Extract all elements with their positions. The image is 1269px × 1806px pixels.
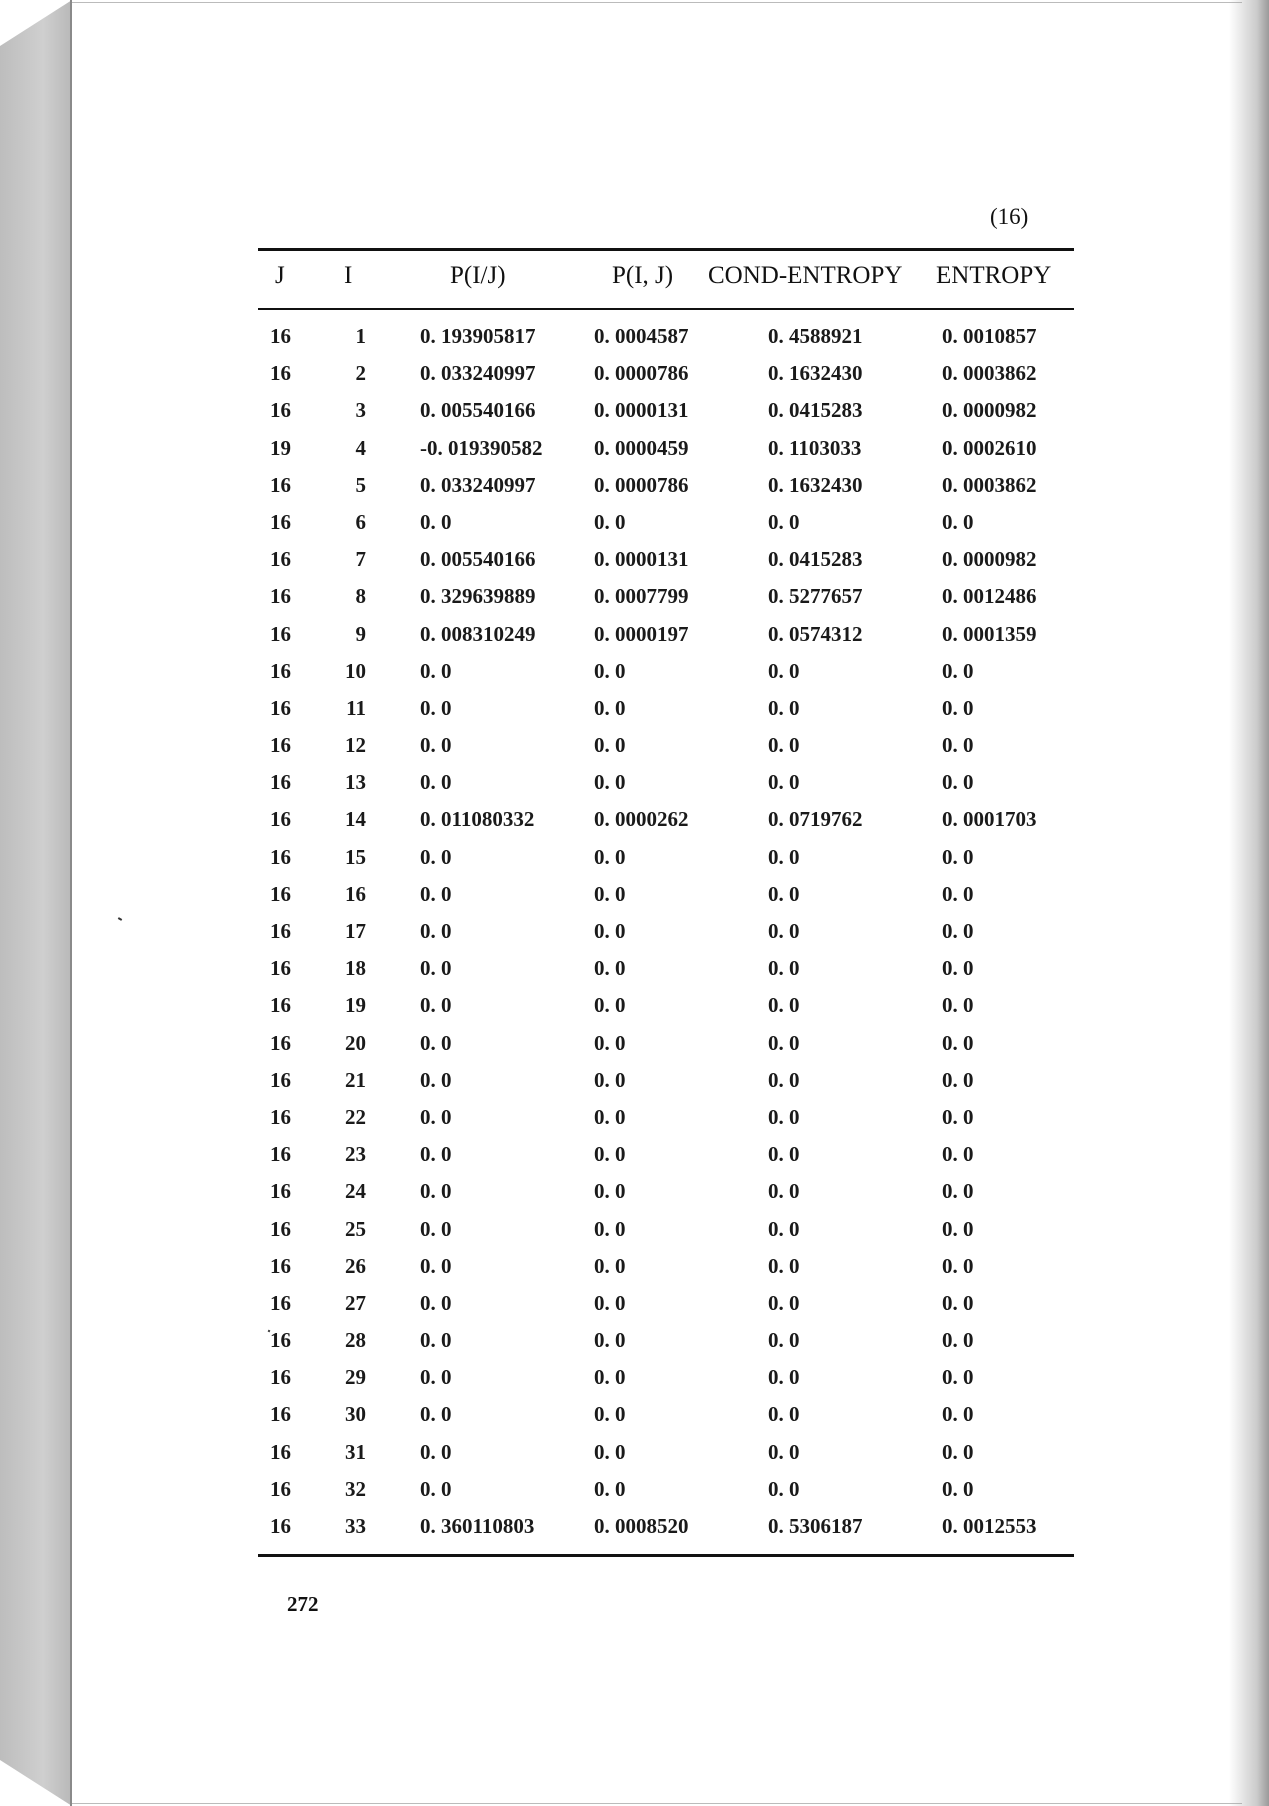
cell-p-i-j: 0. 0 <box>594 1290 626 1315</box>
header-entropy: ENTROPY <box>936 262 1052 289</box>
cell-cond-entropy: 0. 0 <box>768 1030 800 1055</box>
cell-p-i-j: 0. 0 <box>594 1402 626 1427</box>
cell-p-i-j: 0. 0 <box>594 1104 626 1129</box>
table-row <box>0 1365 1269 1402</box>
table-row <box>0 398 1269 435</box>
header-cond-entropy: COND-ENTROPY <box>708 262 903 289</box>
cell-cond-entropy: 0. 0 <box>768 1142 800 1167</box>
cell-j: 16 <box>270 324 291 348</box>
table-row <box>0 324 1269 361</box>
cell-entropy: 0. 0 <box>942 956 974 981</box>
cell-cond-entropy: 0. 0 <box>768 993 800 1018</box>
cell-j: 16 <box>270 733 291 758</box>
table-number-label: (16) <box>990 204 1029 229</box>
cell-entropy: 0. 0 <box>942 993 974 1018</box>
cell-j: 16 <box>270 919 291 943</box>
cell-i: 17 <box>345 919 366 943</box>
table-row <box>0 1217 1269 1254</box>
cell-entropy: 0. 0 <box>942 844 974 869</box>
cell-p-i-j: 0. 0 <box>594 770 626 795</box>
cell-i: 27 <box>345 1290 366 1315</box>
cell-entropy: 0. 0 <box>942 1476 974 1501</box>
table-row <box>0 1179 1269 1216</box>
cell-cond-entropy: 0. 0719762 <box>768 807 863 832</box>
cell-j: 16 <box>270 1179 291 1204</box>
cell-p-i-j: 0. 0 <box>594 1030 626 1055</box>
cell-cond-entropy: 0. 0 <box>768 1253 800 1278</box>
cell-cond-entropy: 0. 5306187 <box>768 1514 863 1538</box>
cell-j: 16 <box>270 1030 291 1055</box>
cell-i: 11 <box>346 695 366 720</box>
cell-cond-entropy: 0. 0 <box>768 1476 800 1501</box>
cell-entropy: 0. 0 <box>942 1104 974 1129</box>
cell-entropy: 0. 0003862 <box>942 361 1037 386</box>
cell-p-i-given-j: 0. 0 <box>420 1365 452 1390</box>
cell-cond-entropy: 0. 0574312 <box>768 621 863 646</box>
cell-p-i-given-j: 0. 329639889 <box>420 584 536 609</box>
cell-p-i-j: 0. 0 <box>594 1328 626 1353</box>
table-row <box>0 919 1269 956</box>
table-row <box>0 1068 1269 1105</box>
cell-i: 4 <box>355 435 366 460</box>
cell-cond-entropy: 0. 0 <box>768 844 800 869</box>
cell-p-i-given-j: 0. 0 <box>420 1179 452 1204</box>
cell-j: 16 <box>270 956 291 981</box>
header-j: J <box>275 262 285 289</box>
table-top-rule <box>258 248 1074 251</box>
cell-p-i-given-j: 0. 0 <box>420 1104 452 1129</box>
cell-p-i-j: 0. 0000197 <box>594 621 689 646</box>
cell-p-i-given-j: 0. 005540166 <box>420 547 536 572</box>
cell-entropy: 0. 0 <box>942 1067 974 1092</box>
cell-entropy: 0. 0003862 <box>942 472 1037 497</box>
cell-i: 2 <box>355 361 366 386</box>
cell-p-i-given-j: 0. 0 <box>420 844 452 869</box>
header-p-i-j: P(I, J) <box>612 262 674 289</box>
cell-j: 16 <box>270 1402 291 1427</box>
cell-j: 16 <box>270 1514 291 1538</box>
cell-i: 6 <box>355 509 366 534</box>
cell-entropy: 0. 0 <box>942 919 974 943</box>
cell-cond-entropy: 0. 0 <box>768 770 800 795</box>
cell-p-i-given-j: 0. 0 <box>420 1290 452 1315</box>
cell-entropy: 0. 0 <box>942 1142 974 1167</box>
cell-i: 33 <box>345 1514 366 1538</box>
table-row <box>0 1328 1269 1365</box>
cell-p-i-j: 0. 0 <box>594 1365 626 1390</box>
cell-cond-entropy: 0. 0 <box>768 695 800 720</box>
cell-p-i-j: 0. 0000459 <box>594 435 689 460</box>
cell-i: 31 <box>345 1439 366 1464</box>
cell-p-i-given-j: 0. 0 <box>420 1216 452 1241</box>
table-row <box>0 622 1269 659</box>
cell-entropy: 0. 0 <box>942 1328 974 1353</box>
table-row <box>0 993 1269 1030</box>
cell-i: 30 <box>345 1402 366 1427</box>
cell-j: 16 <box>270 1328 291 1353</box>
cell-p-i-j: 0. 0 <box>594 1179 626 1204</box>
cell-entropy: 0. 0 <box>942 695 974 720</box>
cell-cond-entropy: 0. 0 <box>768 1104 800 1129</box>
cell-entropy: 0. 0 <box>942 1439 974 1464</box>
cell-i: 22 <box>345 1104 366 1129</box>
cell-cond-entropy: 0. 0 <box>768 733 800 758</box>
cell-p-i-given-j: 0. 360110803 <box>420 1514 535 1538</box>
cell-p-i-j: 0. 0008520 <box>594 1514 689 1538</box>
cell-entropy: 0. 0 <box>942 770 974 795</box>
cell-j: 16 <box>270 807 291 832</box>
cell-cond-entropy: 0. 0 <box>768 1290 800 1315</box>
cell-p-i-j: 0. 0 <box>594 919 626 943</box>
cell-j: 16 <box>270 398 291 423</box>
cell-p-i-given-j: 0. 005540166 <box>420 398 536 423</box>
cell-entropy: 0. 0 <box>942 658 974 683</box>
cell-p-i-j: 0. 0 <box>594 956 626 981</box>
cell-p-i-j: 0. 0 <box>594 1142 626 1167</box>
cell-entropy: 0. 0 <box>942 733 974 758</box>
cell-i: 18 <box>345 956 366 981</box>
cell-cond-entropy: 0. 0 <box>768 881 800 906</box>
cell-entropy: 0. 0012486 <box>942 584 1037 609</box>
cell-j: 16 <box>270 881 291 906</box>
cell-p-i-given-j: 0. 033240997 <box>420 472 536 497</box>
cell-j: 16 <box>270 1067 291 1092</box>
cell-i: 19 <box>345 993 366 1018</box>
cell-cond-entropy: 0. 0 <box>768 956 800 981</box>
table-row <box>0 659 1269 696</box>
cell-p-i-j: 0. 0 <box>594 733 626 758</box>
cell-p-i-j: 0. 0000131 <box>594 398 689 423</box>
cell-p-i-j: 0. 0000131 <box>594 547 689 572</box>
cell-p-i-given-j: 0. 033240997 <box>420 361 536 386</box>
cell-i: 15 <box>345 844 366 869</box>
cell-p-i-j: 0. 0 <box>594 993 626 1018</box>
table-row <box>0 696 1269 733</box>
cell-entropy: 0. 0001359 <box>942 621 1037 646</box>
cell-p-i-given-j: 0. 011080332 <box>420 807 535 832</box>
table-row <box>0 1291 1269 1328</box>
cell-cond-entropy: 0. 5277657 <box>768 584 863 609</box>
cell-i: 26 <box>345 1253 366 1278</box>
cell-p-i-j: 0. 0 <box>594 1216 626 1241</box>
table-row <box>0 1142 1269 1179</box>
cell-j: 16 <box>270 1365 291 1390</box>
cell-p-i-j: 0. 0007799 <box>594 584 689 609</box>
table-row <box>0 1477 1269 1514</box>
table-row <box>0 584 1269 621</box>
cell-p-i-given-j: 0. 0 <box>420 881 452 906</box>
cell-p-i-given-j: 0. 193905817 <box>420 324 536 348</box>
cell-cond-entropy: 0. 0 <box>768 658 800 683</box>
cell-p-i-j: 0. 0004587 <box>594 324 689 348</box>
cell-p-i-given-j: 0. 0 <box>420 695 452 720</box>
cell-j: 16 <box>270 1142 291 1167</box>
cell-i: 7 <box>355 547 366 572</box>
cell-p-i-j: 0. 0000786 <box>594 361 689 386</box>
cell-p-i-given-j: 0. 0 <box>420 1328 452 1353</box>
table-row <box>0 1514 1269 1551</box>
cell-j: 16 <box>270 1439 291 1464</box>
cell-p-i-given-j: 0. 0 <box>420 956 452 981</box>
cell-j: 16 <box>270 658 291 683</box>
table-row <box>0 1402 1269 1439</box>
header-p-i-given-j: P(I/J) <box>450 262 506 289</box>
cell-entropy: 0. 0002610 <box>942 435 1037 460</box>
cell-p-i-given-j: 0. 008310249 <box>420 621 536 646</box>
cell-entropy: 0. 0 <box>942 1216 974 1241</box>
cell-cond-entropy: 0. 4588921 <box>768 324 863 348</box>
cell-cond-entropy: 0. 0415283 <box>768 398 863 423</box>
cell-i: 28 <box>345 1328 366 1353</box>
cell-j: 16 <box>270 1290 291 1315</box>
cell-entropy: 0. 0 <box>942 881 974 906</box>
cell-p-i-given-j: 0. 0 <box>420 1142 452 1167</box>
cell-p-i-j: 0. 0000786 <box>594 472 689 497</box>
cell-i: 16 <box>345 881 366 906</box>
header-i: I <box>344 262 353 289</box>
cell-p-i-j: 0. 0 <box>594 509 626 534</box>
table-row <box>0 956 1269 993</box>
cell-entropy: 0. 0 <box>942 1179 974 1204</box>
table-row <box>0 733 1269 770</box>
cell-j: 16 <box>270 695 291 720</box>
table-row <box>0 1254 1269 1291</box>
cell-j: 16 <box>270 1476 291 1501</box>
cell-p-i-given-j: 0. 0 <box>420 1030 452 1055</box>
cell-entropy: 0. 0 <box>942 1290 974 1315</box>
cell-p-i-j: 0. 0 <box>594 844 626 869</box>
table-header-rule <box>258 308 1074 310</box>
cell-p-i-j: 0. 0 <box>594 1439 626 1464</box>
cell-p-i-given-j: 0. 0 <box>420 658 452 683</box>
cell-entropy: 0. 0 <box>942 1365 974 1390</box>
cell-entropy: 0. 0000982 <box>942 547 1037 572</box>
cell-i: 13 <box>345 770 366 795</box>
cell-j: 16 <box>270 993 291 1018</box>
cell-i: 21 <box>345 1067 366 1092</box>
cell-entropy: 0. 0 <box>942 1402 974 1427</box>
cell-j: 16 <box>270 844 291 869</box>
cell-p-i-given-j: 0. 0 <box>420 770 452 795</box>
cell-i: 1 <box>355 324 366 348</box>
cell-i: 10 <box>345 658 366 683</box>
cell-cond-entropy: 0. 1632430 <box>768 361 863 386</box>
table-row <box>0 845 1269 882</box>
cell-p-i-j: 0. 0 <box>594 881 626 906</box>
cell-j: 16 <box>270 361 291 386</box>
cell-cond-entropy: 0. 1632430 <box>768 472 863 497</box>
cell-i: 25 <box>345 1216 366 1241</box>
cell-i: 5 <box>355 472 366 497</box>
cell-i: 9 <box>355 621 366 646</box>
cell-j: 16 <box>270 1104 291 1129</box>
cell-cond-entropy: 0. 0 <box>768 509 800 534</box>
cell-j: 16 <box>270 509 291 534</box>
table-row <box>0 473 1269 510</box>
table-row <box>0 547 1269 584</box>
cell-cond-entropy: 0. 0 <box>768 919 800 943</box>
cell-i: 20 <box>345 1030 366 1055</box>
cell-p-i-j: 0. 0 <box>594 695 626 720</box>
table-row <box>0 361 1269 398</box>
cell-cond-entropy: 0. 0 <box>768 1439 800 1464</box>
cell-j: 16 <box>270 621 291 646</box>
cell-p-i-j: 0. 0 <box>594 658 626 683</box>
cell-cond-entropy: 0. 0 <box>768 1067 800 1092</box>
cell-i: 12 <box>345 733 366 758</box>
table-row <box>0 1440 1269 1477</box>
cell-cond-entropy: 0. 0 <box>768 1179 800 1204</box>
cell-cond-entropy: 0. 1103033 <box>768 435 862 460</box>
cell-p-i-given-j: 0. 0 <box>420 919 452 943</box>
cell-i: 29 <box>345 1365 366 1390</box>
cell-i: 14 <box>345 807 366 832</box>
cell-p-i-given-j: 0. 0 <box>420 993 452 1018</box>
cell-p-i-j: 0. 0000262 <box>594 807 689 832</box>
cell-p-i-given-j: -0. 019390582 <box>420 435 543 460</box>
cell-p-i-given-j: 0. 0 <box>420 1476 452 1501</box>
table-row <box>0 1031 1269 1068</box>
cell-cond-entropy: 0. 0415283 <box>768 547 863 572</box>
table-row <box>0 436 1269 473</box>
cell-p-i-given-j: 0. 0 <box>420 1402 452 1427</box>
cell-i: 3 <box>355 398 366 423</box>
cell-p-i-given-j: 0. 0 <box>420 1253 452 1278</box>
table-body <box>0 324 1269 1551</box>
cell-p-i-j: 0. 0 <box>594 1476 626 1501</box>
cell-p-i-given-j: 0. 0 <box>420 733 452 758</box>
table-row <box>0 882 1269 919</box>
cell-entropy: 0. 0012553 <box>942 1514 1037 1538</box>
cell-j: 16 <box>270 1253 291 1278</box>
cell-i: 8 <box>355 584 366 609</box>
cell-i: 32 <box>345 1476 366 1501</box>
cell-p-i-given-j: 0. 0 <box>420 1067 452 1092</box>
cell-entropy: 0. 0 <box>942 509 974 534</box>
cell-entropy: 0. 0001703 <box>942 807 1037 832</box>
table-row <box>0 1105 1269 1142</box>
cell-p-i-given-j: 0. 0 <box>420 1439 452 1464</box>
cell-j: 16 <box>270 547 291 572</box>
cell-j: 16 <box>270 770 291 795</box>
cell-j: 16 <box>270 584 291 609</box>
cell-entropy: 0. 0 <box>942 1030 974 1055</box>
cell-entropy: 0. 0 <box>942 1253 974 1278</box>
cell-j: 19 <box>270 435 291 460</box>
table-row <box>0 807 1269 844</box>
cell-cond-entropy: 0. 0 <box>768 1402 800 1427</box>
cell-p-i-j: 0. 0 <box>594 1067 626 1092</box>
table-row <box>0 510 1269 547</box>
cell-j: 16 <box>270 1216 291 1241</box>
cell-entropy: 0. 0000982 <box>942 398 1037 423</box>
cell-cond-entropy: 0. 0 <box>768 1365 800 1390</box>
table-row <box>0 770 1269 807</box>
cell-p-i-j: 0. 0 <box>594 1253 626 1278</box>
cell-i: 24 <box>345 1179 366 1204</box>
cell-entropy: 0. 0010857 <box>942 324 1037 348</box>
cell-i: 23 <box>345 1142 366 1167</box>
table-bottom-rule <box>258 1554 1074 1557</box>
cell-cond-entropy: 0. 0 <box>768 1328 800 1353</box>
cell-j: 16 <box>270 472 291 497</box>
cell-cond-entropy: 0. 0 <box>768 1216 800 1241</box>
page-number: 272 <box>287 1592 319 1616</box>
cell-p-i-given-j: 0. 0 <box>420 509 452 534</box>
